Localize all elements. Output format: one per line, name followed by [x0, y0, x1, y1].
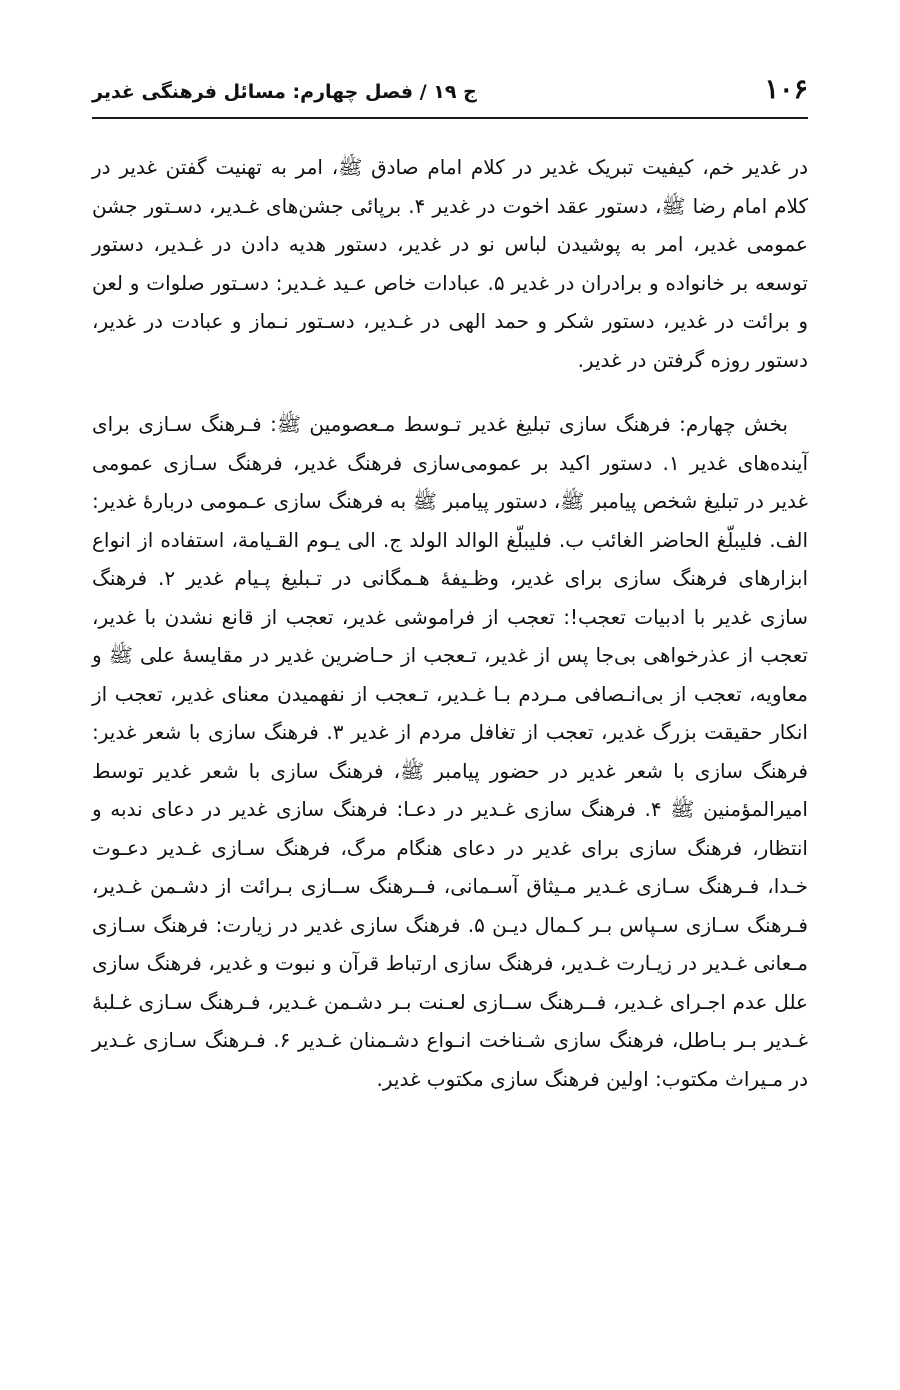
paragraph: در غدیر خم، کیفیت تبریک غدیر در کلام امام صادق ﷺ، امر به تهنیت گفتن غدیر در کلام امام رضا ﷺ، دستور عقد اخوت در غدیر ۴. برپائی جشن‌های غـدیر، دسـتور جشن عمومی غدیر، امر به پوشیدن لباس نو در غدیر، دستور هدیه دادن در غـدیر، دستور توسعه بر خانواده و برادران در غدیر ۵. عبادات خاص عـید غـدیر: دسـتور صلوات و لعن و برائت در غدیر، دستور شکر و حمد الهی در غـدیر، دسـتور نـماز و عبادت در غدیر، دستور روزه گرفتن در غدیر. — [92, 155, 809, 372]
body-text — [92, 148, 808, 1098]
page-number: ۱۰۶ — [764, 74, 808, 105]
running-head: ج ۱۹ / فصل چهارم: مسائل فرهنگی غدیر — [92, 81, 477, 103]
page-header — [92, 72, 808, 112]
paragraph: بخش چهارم: فرهنگ سازی تبلیغ غدیر تـوسط مـعصومین ﷺ: فـرهنگ سـازی برای آینده‌های غدیر ۱. دستور اکید بر عمومی‌سازی فرهنگ غدیر، فرهنگ سـازی عمومی غدیر در تبلیغ شخص پیامبر ﷺ، دستور پیامبر ﷺ به فرهنگ سازی عـمومی دربارهٔ غدیر: الف. فلیبلّغ الحاضر الغائب ب. فلیبلّغ الوالد الولد ج. الی یـوم القـیامة، استفاده از انواع ابزارهای فرهنگ سازی برای غدیر، وظـیفهٔ هـمگانی در تـبلیغ پـیام غدیر ۲. فرهنگ سازی غدیر با ادبیات تعجب!: تعجب از فراموشی غدیر، تعجب از قانع نشدن با غدیر، تعجب از عذرخواهی بی‌جا پس از غدیر، تـعجب از حـاضرین غدیر در مقایسهٔ علی ﷺ و معاویه، تعجب از بی‌انـصافی مـردم بـا غـدیر، تـعجب از نفهمیدن معنای غدیر، تعجب از انکار حقیقت بزرگ غدیر، تعجب از تغافل مردم از غدیر ۳. فرهنگ سازی با شعر غدیر: فرهنگ سازی با شعر غدیر در حضور پیامبر ﷺ، فرهنگ سازی با شعر غدیر توسط امیرالمؤمنین ﷺ ۴. فرهنگ سازی غـدیر در دعـا: فرهنگ سازی غدیر در دعای ندبه و انتظار، فرهنگ سازی برای غدیر در دعای هنگام مرگ، فرهنگ سـازی غـدیر دعـوت خـدا، فـرهنگ سـازی غـدیر مـیثاق آسـمانی، فــرهنگ ســازی بـرائت از دشـمن غـدیر، فـرهنگ سـازی سـپاس بـر کـمال دیـن ۵. فرهنگ سازی غدیر در زیارت: فرهنگ سـازی مـعانی غـدیر در زیـارت غـدیر، فرهنگ سازی ارتباط قرآن و نبوت و غدیر، فرهنگ سازی علل عدم اجـرای غـدیر، فــرهنگ ســازی لعـنت بـر دشـمن غـدیر، فـرهنگ سـازی غـلبهٔ غـدیر بـر بـاطل، فرهنگ سازی شـناخت انـواع دشـمنان غـدیر ۶. فـرهنگ سـازی غـدیر در مـیراث مکتوب: اولین فرهنگ سازی مکتوب غدیر. — [92, 412, 808, 1091]
header-divider — [92, 117, 808, 119]
